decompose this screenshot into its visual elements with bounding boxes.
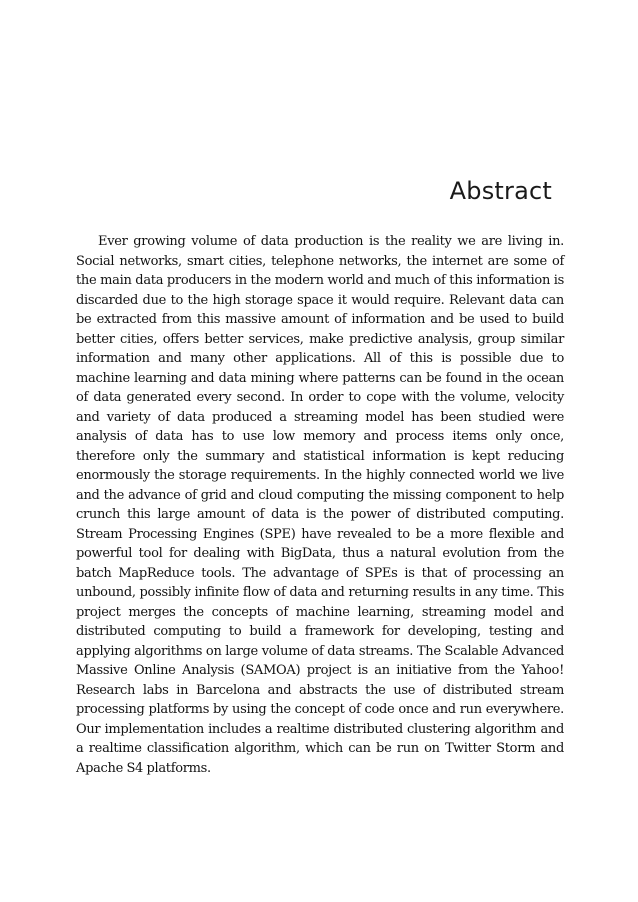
- chapter-title: Abstract: [449, 177, 552, 205]
- abstract-paragraph: Ever growing volume of data production is the reality we are living in. Social networks, smart cities, telephone networks, the internet are some of the main data producers in the modern world and much of this information is discarded due to the high storage space it would require. Relevant data can be extracted from this massive amount of information and be used to build better cities, offers better services, make predictive analysis, group similar information and many other applications. All of this is possible due to machine learning and data mining where patterns can be found in the ocean of data generated every second. In order to cope with the volume, velocity and variety of data produced a streaming model has been studied were analysis of data has to use low memory and process items only once, therefore only the summary and statistical information is kept reducing enormously the storage requirements. In the highly connected world we live and the advance of grid and cloud computing the missing component to help crunch this large amount of data is the power of distributed computing. Stream Processing Engines (SPE) have revealed to be a more flexible and powerful tool for dealing with BigData, thus a natural evolution from the batch MapReduce tools. The advantage of SPEs is that of processing an unbound, possibly infinite flow of data and returning results in any time. This project merges the concepts of machine learning, streaming model and distributed computing to build a framework for developing, testing and applying algorithms on large volume of data streams. The Scalable Advanced Massive Online Analysis (SAMOA) project is an initiative from the Yahoo! Research labs in Barcelona and abstracts the use of distributed stream processing platforms by using the concept of code once and run everywhere. Our implementation includes a realtime distributed clustering algorithm and a realtime classification algorithm, which can be run on Twitter Storm and Apache S4 platforms.: [76, 234, 564, 776]
